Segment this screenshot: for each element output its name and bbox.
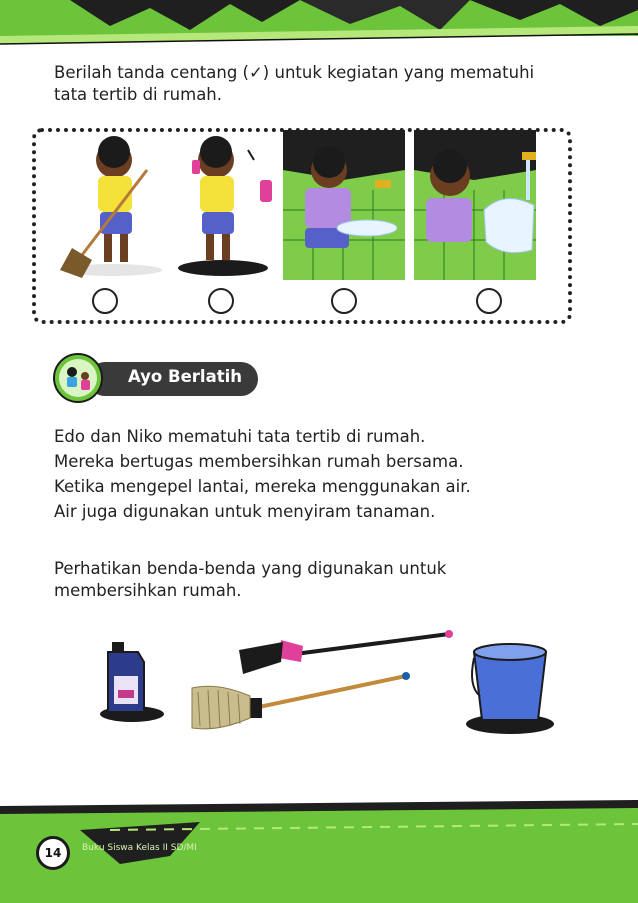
instruction-line-1: Berilah tanda centang (✓) untuk kegiatan yang mematuhi [54,63,535,82]
story-paragraph [54,424,614,524]
check-option-1[interactable] [92,288,118,314]
instruction-text [54,62,594,106]
scene-littering-icon [168,130,290,280]
check-option-4[interactable] [476,288,502,314]
children-playing-icon [52,352,108,404]
scene-faucet-running-icon [414,130,536,280]
story-line-1: Edo dan Niko mematuhi tata tertib di rumah. [54,427,426,446]
observe-line-1: Perhatikan benda-benda yang digunakan untuk [54,559,447,578]
instruction-line-2: tata tertib di rumah. [54,85,223,104]
story-line-2: Mereka bertugas membersihkan rumah bersama. [54,452,464,471]
mop-icon [188,668,413,738]
badge-label: Ayo Berlatih [128,367,243,386]
story-line-3: Ketika mengepel lantai, mereka menggunakan air. [54,477,471,496]
observe-paragraph [54,558,574,602]
ayo-berlatih-badge [52,352,262,404]
scene-faucet-off-icon [283,130,405,280]
book-title: Buku Siswa Kelas II SD/MI [82,843,197,853]
top-decorative-band [0,0,638,48]
check-option-2[interactable] [208,288,234,314]
scene-sweeping-icon [52,130,174,280]
cleaning-liquid-bottle-icon [98,636,168,724]
check-option-3[interactable] [331,288,357,314]
story-line-4: Air juga digunakan untuk menyiram tanaman. [54,502,436,521]
page-number: 14 [36,836,70,870]
observe-line-2: membersihkan rumah. [54,581,242,600]
bucket-icon [460,636,564,736]
